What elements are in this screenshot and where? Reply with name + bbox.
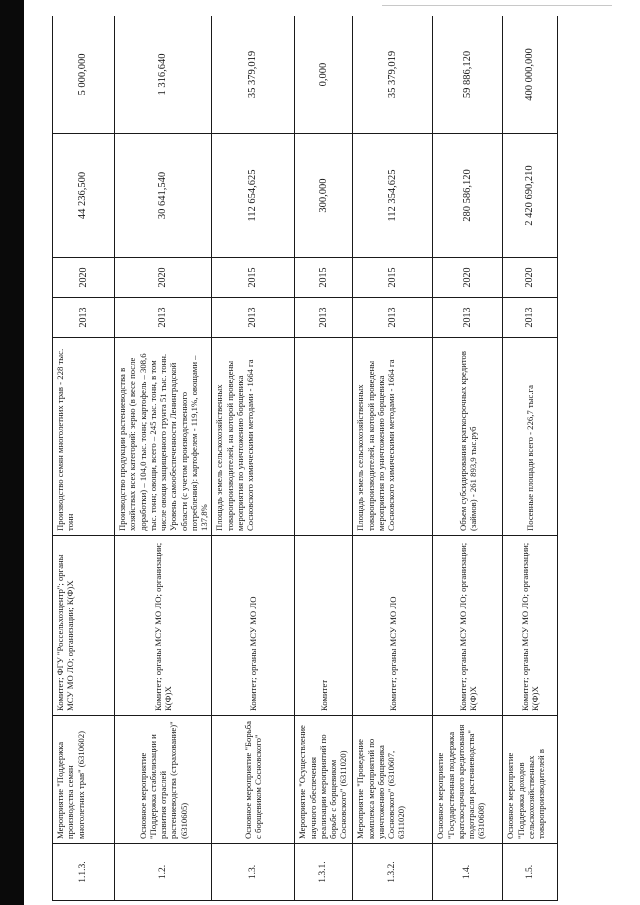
row-number: 1.3. (212, 844, 295, 901)
executors: Комитет; органы МСУ МО ЛО; организации; К(Ф)Х (433, 536, 503, 716)
start-year: 2013 (353, 298, 433, 338)
start-year: 2013 (433, 298, 503, 338)
start-year: 2013 (115, 298, 212, 338)
row-number: 1.5. (503, 844, 558, 901)
executors: Комитет; органы МСУ МО ЛО; организации; К(Ф)Х (503, 536, 558, 716)
start-year: 2013 (295, 298, 353, 338)
indicator: Производство продукции растениеводства в хозяйствах всех категорий: зерно (в весе после доработки) – 104,0 тыс. тонн; картофель – 308,6 тыс. тонн; овощи, всего – 245 тыс. тонн, в том числе овощи защищенного грунта 51 тыс. тонн. Уровень самообеспеченности Ленинградской области (с учетом производственного потребления): картофелем - 119,1%, овощами – 137,8% (115, 338, 212, 536)
row-number: 1.3.1. (295, 844, 353, 901)
measure-name: Основное мероприятие "Государственная поддержка кратскосрочного кредитования подотрасли растениеводства" (6310608) (433, 716, 503, 844)
measure-name: Мероприятие "Осуществление научного обеспечения реализации мероприятий по борьбе с борщевиком Сосновского" (6311020) (295, 716, 353, 844)
table-row (115, 16, 212, 901)
scan-top-line (382, 5, 612, 6)
indicator: Площадь земель сельскохозяйственных товаропроизводителей, на которой проведены мероприятия по уничтожению борщевика Сосновского химическими методами - 1664 га (212, 338, 295, 536)
period-value: 59 886,120 (433, 16, 503, 134)
row-number: 1.1.3. (53, 844, 115, 901)
rotated-page (52, 16, 608, 901)
period-value: 35 379,019 (212, 16, 295, 134)
start-year: 2013 (212, 298, 295, 338)
end-year: 2015 (353, 258, 433, 298)
scan-left-edge (0, 0, 24, 905)
period-value: 5 000,000 (53, 16, 115, 134)
executors: Комитет; органы МСУ МО ЛО (353, 536, 433, 716)
end-year: 2020 (433, 258, 503, 298)
executors: Комитет; органы МСУ МО ЛО; организации; К(Ф)Х (115, 536, 212, 716)
end-year: 2020 (53, 258, 115, 298)
table-row (295, 16, 353, 901)
table-container (52, 16, 608, 901)
end-year: 2015 (212, 258, 295, 298)
executors: Комитет (295, 536, 353, 716)
period-value: 0,000 (295, 16, 353, 134)
table-row (353, 16, 433, 901)
table-row (503, 16, 558, 901)
measure-name: Основное мероприятие "Поддержка доходов сельскохозяйственных товаропроизводителей в (503, 716, 558, 844)
executors: Комитет; ФГУ "Россельхозцентр"; органы МСУ МО ЛО; организации; К(Ф)Х (53, 536, 115, 716)
indicator: Производство семян многолетних трав - 228 тыс. тонн (53, 338, 115, 536)
table-row (433, 16, 503, 901)
total-value: 280 586,120 (433, 134, 503, 258)
measure-name: Мероприятие "Поддержка производства семян многолетних трав" (6310602) (53, 716, 115, 844)
end-year: 2020 (115, 258, 212, 298)
start-year: 2013 (53, 298, 115, 338)
total-value: 112 654,625 (212, 134, 295, 258)
table-row (212, 16, 295, 901)
total-value: 44 236,500 (53, 134, 115, 258)
row-number: 1.3.2. (353, 844, 433, 901)
measure-name: Основное мероприятие "Борьба с борщевиком Сосновского" (212, 716, 295, 844)
period-value: 400 000,000 (503, 16, 558, 134)
start-year: 2013 (503, 298, 558, 338)
measure-name: Мероприятие "Проведение комплекса мероприятий по уничтожению борщевика Сосновского" (6310607, 6311020) (353, 716, 433, 844)
period-value: 35 379,019 (353, 16, 433, 134)
total-value: 30 641,540 (115, 134, 212, 258)
measure-name: Основное мероприятие "Поддержка стабилизации и развития отраслей растениеводства (страхование)" (6310605) (115, 716, 212, 844)
table-row (53, 16, 115, 901)
indicator: Площадь земель сельскохозяйственных товаропроизводителей, на которой проведены мероприятия по уничтожению борщевика Сосновского химическими методами - 1664 га (353, 338, 433, 536)
period-value: 1 316,640 (115, 16, 212, 134)
total-value: 2 420 690,210 (503, 134, 558, 258)
total-value: 112 354,625 (353, 134, 433, 258)
indicator: Посевные площади всего - 226,7 тыс.га (503, 338, 558, 536)
row-number: 1.4. (433, 844, 503, 901)
end-year: 2015 (295, 258, 353, 298)
executors: Комитет; органы МСУ МО ЛО (212, 536, 295, 716)
end-year: 2020 (503, 258, 558, 298)
indicator: Объем субсидирования краткосрочных кредитов (займов) - 261 893,9 тыс.руб (433, 338, 503, 536)
indicator (295, 338, 353, 536)
program-table (52, 16, 558, 901)
row-number: 1.2. (115, 844, 212, 901)
total-value: 300,000 (295, 134, 353, 258)
